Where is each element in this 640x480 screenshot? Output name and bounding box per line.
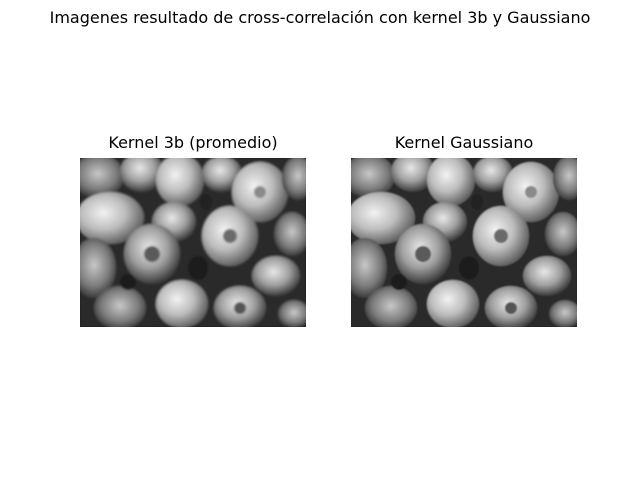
- figure-suptitle: Imagenes resultado de cross-correlación con kernel 3b y Gaussiano: [49, 8, 591, 27]
- panel-title-kernel-3b: Kernel 3b (promedio): [108, 133, 278, 152]
- roses-image-kernel-3b: [80, 158, 306, 327]
- panel-title-kernel-gaussiano: Kernel Gaussiano: [394, 133, 534, 152]
- roses-image-kernel-gaussiano: [351, 158, 577, 327]
